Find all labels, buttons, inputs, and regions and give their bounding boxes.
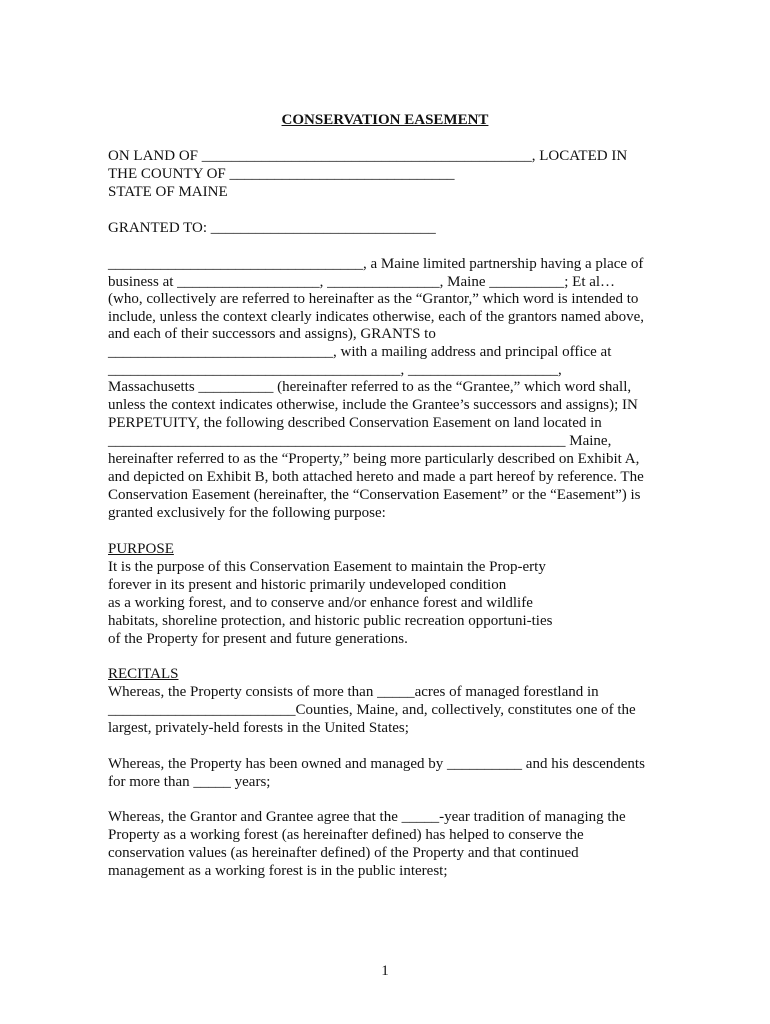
- purpose-line: of the Property for present and future generations.: [108, 631, 408, 647]
- recital-line: _________________________Counties, Maine, and, collectively, constitutes one of the: [108, 702, 636, 718]
- purpose-heading: PURPOSE: [108, 541, 174, 557]
- page-number: 1: [381, 963, 389, 979]
- purpose-line: habitats, shoreline protection, and historic public recreation opportuni-ties: [108, 613, 553, 629]
- body-line: business at ___________________, _______________, Maine __________; Et al…: [108, 274, 616, 290]
- recital-line: largest, privately-held forests in the United States;: [108, 720, 409, 736]
- body-line: __________________________________, a Maine limited partnership having a place of: [108, 256, 644, 272]
- body-line: Conservation Easement (hereinafter, the “Conservation Easement” or the “Easement”) is: [108, 487, 641, 503]
- body-line: (who, collectively are referred to hereinafter as the “Grantor,” which word is intended to: [108, 291, 639, 307]
- granted-to-line: GRANTED TO: ______________________________: [108, 220, 436, 236]
- recital-line: Whereas, the Property consists of more than _____acres of managed forestland in: [108, 684, 599, 700]
- purpose-line: as a working forest, and to conserve and/or enhance forest and wildlife: [108, 595, 533, 611]
- recitals-heading: RECITALS: [108, 666, 179, 682]
- recital-line: management as a working forest is in the public interest;: [108, 863, 448, 879]
- recital-line: conservation values (as hereinafter defined) of the Property and that continued: [108, 845, 579, 861]
- recital-line: for more than _____ years;: [108, 774, 271, 790]
- land-of-line: ON LAND OF ____________________________________________, LOCATED IN: [108, 148, 628, 164]
- body-line: PERPETUITY, the following described Conservation Easement on land located in: [108, 415, 602, 431]
- purpose-line: It is the purpose of this Conservation Easement to maintain the Prop-erty: [108, 559, 546, 575]
- body-line: _____________________________________________________________ Maine,: [108, 433, 612, 449]
- body-line: _______________________________________, ____________________,: [108, 362, 562, 378]
- recital-line: Whereas, the Grantor and Grantee agree that the _____-year tradition of managing the: [108, 809, 626, 825]
- body-line: and depicted on Exhibit B, both attached hereto and made a part hereof by reference. The: [108, 469, 644, 485]
- body-line: Massachusetts __________ (hereinafter referred to as the “Grantee,” which word shall,: [108, 379, 632, 395]
- body-line: granted exclusively for the following purpose:: [108, 505, 386, 521]
- recital-line: Whereas, the Property has been owned and managed by __________ and his descendents: [108, 756, 645, 772]
- county-line: THE COUNTY OF ______________________________: [108, 166, 455, 182]
- body-line: include, unless the context clearly indicates otherwise, each of the grantors named above,: [108, 309, 645, 325]
- body-line: ______________________________, with a mailing address and principal office at: [108, 344, 612, 360]
- recital-line: Property as a working forest (as hereinafter defined) has helped to conserve the: [108, 827, 584, 843]
- document-title: CONSERVATION EASEMENT: [281, 112, 489, 128]
- state-line: STATE OF MAINE: [108, 184, 228, 200]
- body-line: hereinafter referred to as the “Property,” being more particularly described on Exhibit A,: [108, 451, 640, 467]
- body-line: unless the context indicates otherwise, include the Grantee’s successors and assigns); IN: [108, 397, 638, 413]
- body-line: and each of their successors and assigns), GRANTS to: [108, 326, 436, 342]
- purpose-line: forever in its present and historic primarily undeveloped condition: [108, 577, 507, 593]
